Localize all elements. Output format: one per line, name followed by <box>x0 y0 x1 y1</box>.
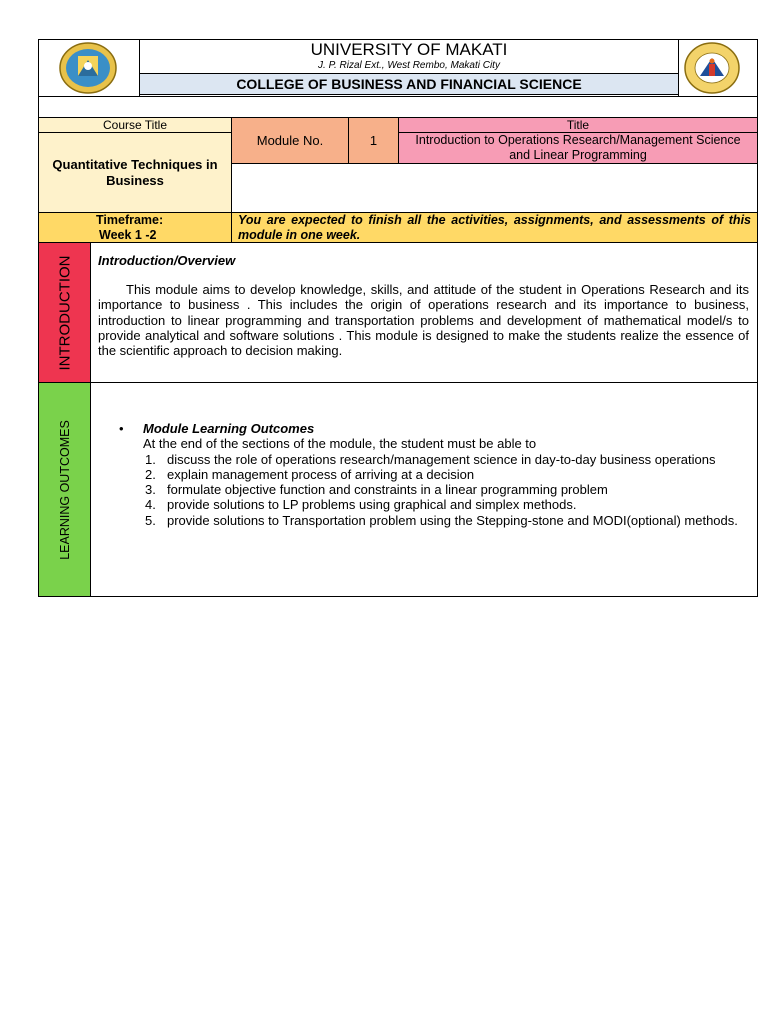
list-item-number: 1. <box>145 451 156 467</box>
timeframe-weeks: Week 1 -2 <box>99 228 157 242</box>
course-title-value: Quantitative Techniques in Business <box>38 132 232 213</box>
timeframe-label: Timeframe: <box>96 213 164 227</box>
header-divider-right <box>678 39 679 97</box>
learning-outcomes-content <box>90 382 758 597</box>
introduction-side <box>38 242 91 383</box>
list-item-number: 2. <box>145 466 156 482</box>
list-item-number: 3. <box>145 482 156 498</box>
module-blank-cell <box>231 163 758 213</box>
course-title-label: Course Title <box>38 117 232 133</box>
module-no-label: Module No. <box>231 117 349 164</box>
introduction-content <box>90 242 758 383</box>
outcomes-heading-row <box>119 421 749 436</box>
list-item-text: discuss the role of operations research/management science in day-to-day business operations <box>167 451 716 467</box>
university-seal-icon <box>58 42 118 94</box>
outcomes-heading: Module Learning Outcomes <box>143 421 315 436</box>
list-item <box>143 497 749 512</box>
list-item <box>143 452 749 467</box>
module-title-label: Title <box>398 117 758 133</box>
introduction-side-label: INTRODUCTION <box>56 255 73 370</box>
outcomes-list <box>143 452 749 528</box>
list-item <box>143 482 749 497</box>
bullet-icon: • <box>119 421 124 436</box>
university-address: J. P. Rizal Ext., West Rembo, Makati City <box>318 60 500 71</box>
list-item-text: formulate objective function and constraints in a linear programming problem <box>167 482 608 498</box>
introduction-heading: Introduction/Overview <box>98 253 236 268</box>
list-item-text: explain management process of arriving at a decision <box>167 466 475 482</box>
list-item <box>143 513 749 528</box>
list-item-text: provide solutions to Transportation problem using the Stepping-stone and MODI(optional) methods. <box>167 512 738 528</box>
learning-outcomes-side-label: LEARNING OUTCOMES <box>57 419 72 560</box>
timeframe-note: You are expected to finish all the activities, assignments, and assessments of this module in one week. <box>231 212 758 243</box>
module-number: 1 <box>348 117 399 164</box>
list-item-number: 4. <box>145 497 156 513</box>
module-title: Introduction to Operations Research/Management Science and Linear Programming <box>398 132 758 164</box>
timeframe-cell <box>38 212 232 243</box>
right-logo <box>683 42 741 94</box>
university-of-makati-seal-icon <box>683 42 741 94</box>
outcomes-lead: At the end of the sections of the module, the student must be able to <box>143 436 537 452</box>
blank-row <box>38 97 758 118</box>
introduction-body: This module aims to develop knowledge, skills, and attitude of the student in Operations Research and its importance to business . This includes the origin of operations research and its importance to business, introduction to linear programming and transportation problems and development of mathematical model/s to provide analytical and software solutions . This module is designed to make the students realize the essence of the scientific approach to decision making. <box>98 282 749 359</box>
university-name: UNIVERSITY OF MAKATI <box>310 40 508 59</box>
list-item-text: provide solutions to LP problems using graphical and simplex methods. <box>167 497 577 513</box>
list-item <box>143 467 749 482</box>
list-item-number: 5. <box>145 512 156 528</box>
left-logo <box>58 42 118 94</box>
college-name: COLLEGE OF BUSINESS AND FINANCIAL SCIENCE <box>140 73 678 95</box>
learning-outcomes-side <box>38 382 91 597</box>
